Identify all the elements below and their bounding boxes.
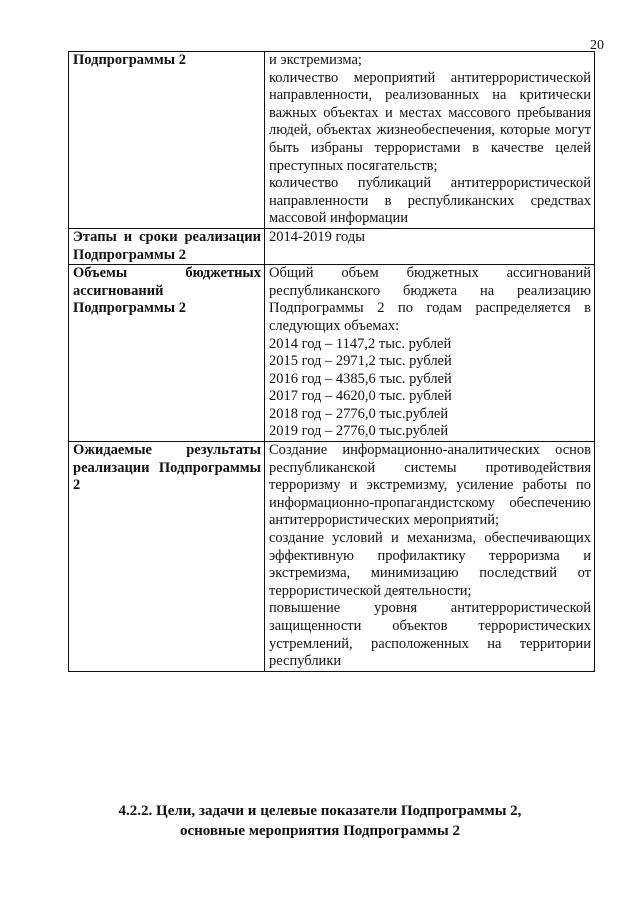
table-row	[69, 228, 595, 264]
budget-line-2017: 2017 год – 4620,0 тыс. рублей	[269, 388, 452, 405]
table-row	[69, 265, 595, 442]
table-row	[69, 52, 595, 229]
page-number: 20	[590, 38, 604, 53]
section-heading-line: 4.2.2. Цели, задачи и целевые показатели Подпрограммы 2,	[118, 803, 522, 819]
row-value	[265, 52, 595, 229]
subprogram-passport-table	[68, 51, 595, 672]
paragraph: 2014-2019 годы	[269, 228, 365, 245]
row-value	[265, 442, 595, 672]
paragraph: создание условий и механизма, обеспечивающих эффективную профилактику терроризма и экстремизма, минимизацию последствий от террористической деятельности;	[269, 530, 591, 599]
row-value	[265, 228, 595, 264]
table-row	[69, 442, 595, 672]
paragraph: количество мероприятий антитеррористической направленности, реализованных на критически важных объектах и местах массового пребывания людей, объектах жизнеобеспечения, которые могут быть избраны террористами в качестве целей преступных посягательств;	[269, 69, 591, 174]
row-label: Объемы бюджетных ассигнований Подпрограммы 2	[69, 265, 265, 442]
section-heading	[0, 801, 640, 841]
budget-line-2019: 2019 год – 2776,0 тыс.рублей	[269, 423, 449, 440]
budget-line-2015: 2015 год – 2971,2 тыс. рублей	[269, 353, 452, 370]
row-label: Этапы и сроки реализации Подпрограммы 2	[69, 228, 265, 264]
budget-line-2018: 2018 год – 2776,0 тыс.рублей	[269, 405, 449, 422]
budget-line-2014: 2014 год – 1147,2 тыс. рублей	[269, 335, 452, 352]
section-heading-line: основные мероприятия Подпрограммы 2	[180, 823, 460, 839]
paragraph: Создание информационно-аналитических основ республиканской системы противодействия терроризму и экстремизму, усиление работы по информационно-пропагандистскому обеспечению антитеррористических мероприятий;	[269, 442, 591, 529]
budget-line-2016: 2016 год – 4385,6 тыс. рублей	[269, 370, 452, 387]
paragraph: и экстремизма;	[269, 52, 362, 68]
paragraph: Общий объем бюджетных ассигнований республиканского бюджета на реализацию Подпрограммы 2 по годам распределяется в следующих объемах:	[269, 265, 591, 334]
row-label: Подпрограммы 2	[69, 52, 265, 229]
row-label: Ожидаемые результаты реализации Подпрограммы 2	[69, 442, 265, 672]
paragraph: повышение уровня антитеррористической защищенности объектов террористических устремлений, расположенных на территории республики	[269, 600, 591, 670]
paragraph: количество публикаций антитеррористической направленности в республиканских средствах массовой информации	[269, 175, 591, 227]
row-value	[265, 265, 595, 442]
